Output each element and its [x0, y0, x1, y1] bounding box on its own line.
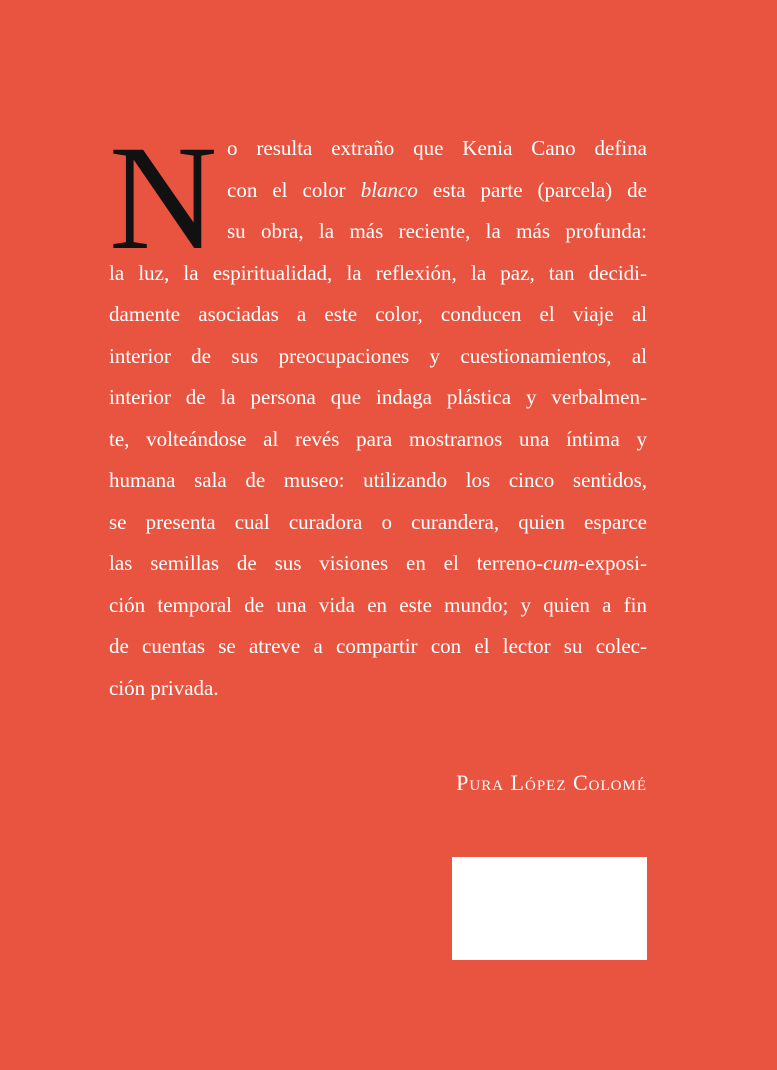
- blurb-text: con el color: [227, 177, 361, 202]
- blurb-line: [109, 543, 647, 585]
- blurb-line: te, volteándose al revés para mostrarnos una íntima y: [109, 426, 647, 451]
- blurb-text: las semillas de sus visiones en el terreno-: [109, 551, 544, 575]
- blurb-line: se presenta cual curadora o curandera, quien esparce: [109, 509, 647, 534]
- blurb-line: [109, 170, 647, 212]
- blurb-line: damente asociadas a este color, conducen el viaje al: [109, 302, 647, 326]
- blurb-line: ción temporal de una vida en este mundo; y quien a fin: [109, 592, 647, 617]
- barcode-placeholder: [452, 857, 647, 960]
- blurb-paragraph: [109, 115, 647, 709]
- blurb-line: interior de sus preocupaciones y cuestionamientos, al: [109, 343, 647, 368]
- blurb-line: su obra, la más reciente, la más profunda:: [227, 219, 647, 243]
- blurb-emphasis: cum: [543, 551, 579, 575]
- blurb-line: humana sala de museo: utilizando los cinco sentidos,: [109, 468, 647, 492]
- blurb-line: interior de la persona que indaga plástica y verbalmen-: [109, 385, 647, 409]
- blurb-line: ción privada.: [109, 675, 219, 700]
- blurb-emphasis: blanco: [360, 177, 418, 202]
- author-signature: Pura López Colomé: [456, 770, 647, 795]
- blurb-line: de cuentas se atreve a compartir con el lector su colec-: [109, 634, 647, 658]
- blurb-line: la luz, la espiritualidad, la reflexión, la paz, tan decidi-: [109, 260, 647, 285]
- blurb-text: esta parte (parcela) de: [417, 177, 647, 202]
- blurb-text: -exposi-: [578, 551, 647, 575]
- blurb-line: o resulta extraño que Kenia Cano defina: [227, 136, 647, 160]
- drop-cap-letter: N: [109, 115, 218, 281]
